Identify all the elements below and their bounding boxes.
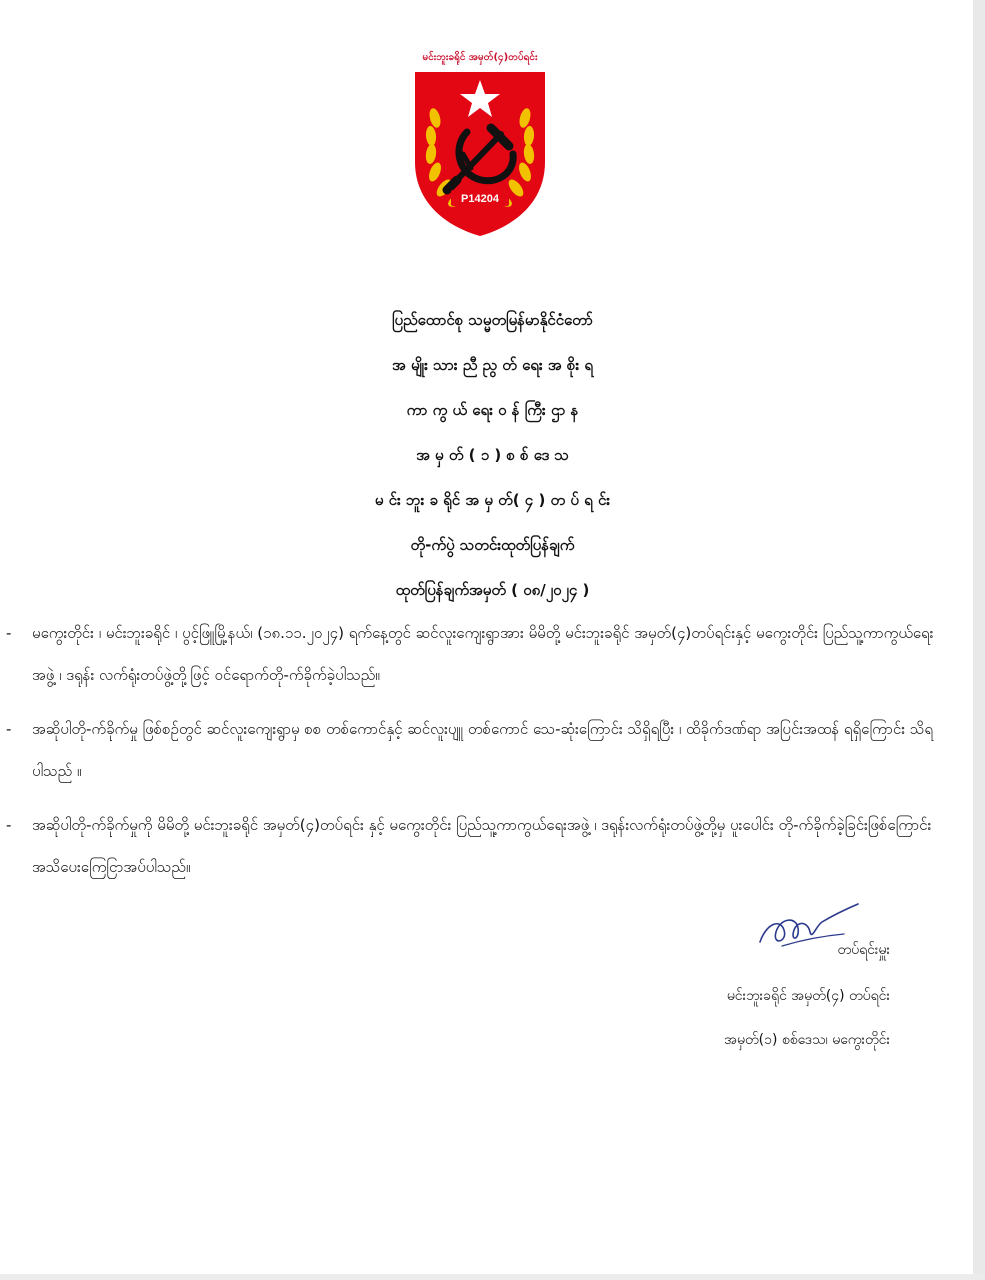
signatory-title: တပ်ရင်းမှူး [837,942,890,958]
paragraph-text: အဆိုပါတို-က်ခိုက်မှုကို မိမိတို့ မင်းဘူးခရိုင် အမှတ်(၄)တပ်ရင်း နှင့် မကွေးတိုင်း ပြည်သူ့ကာကွယ်ရေးအဖွဲ့ ၊ ဒရုန်းလက်ရုံးတပ်ဖွဲ့တို့မှ ပူးပေါင်း တို-က်ခိုက်ခဲ့ခြင်းဖြစ်ကြောင်း အသိပေးကြေငြာအပ်ပါသည်။ [32,816,932,876]
bullet-dash: - [6,816,12,834]
statement-paragraph [0,804,965,888]
header-battalion-line: မ င်း ဘူး ခ ရိုင် အ မှ တ်( ၄ ) တ ပ် ရ င်း [374,491,611,509]
paragraph-text: မကွေးတိုင်း ၊ မင်းဘူးခရိုင် ၊ ပွင့်ဖြူမြို့နယ်၊ (၁၈.၁၁.၂ဝ၂၄) ရက်နေ့တွင် ဆင်လူးကျေးရွာအား မိမိတို့ မင်းဘူးခရိုင် အမှတ်(၄)တပ်ရင်းနှင့် မကွေးတိုင်း ပြည်သူ့ကာကွယ်ရေးအဖွဲ့ ၊ ဒရုန်း လက်ရုံးတပ်ဖွဲ့တို့ဖြင့် ဝင်ရောက်တို-က်ခိုက်ခဲ့ပါသည်။ [32,624,934,684]
statement-body [0,612,965,900]
statement-paragraph [0,708,965,792]
header-ministry-line: ကာ ကွ ယ် ရေး ဝ န် ကြီး ဌာ န [406,401,579,419]
header-command-line: အ မှ တ် ( ၁ ) စ စ် ဒေ သ [416,446,569,464]
header-country-line: ပြည်ထောင်စု သမ္မတမြန်မာနိုင်ငံတော် [392,311,593,329]
document-header [220,298,765,613]
header-statement-number: ထုတ်ပြန်ချက်အမှတ် ( ဝ၈/၂ဝ၂၄ ) [395,581,590,599]
signatory-unit: မင်းဘူးခရိုင် အမှတ်(၄) တပ်ရင်း [726,988,890,1004]
emblem-code: P14204 [461,193,499,205]
header-news-title: တို-က်ပွဲ သတင်းထုတ်ပြန်ချက် [410,536,575,554]
page-bottom-edge [0,1274,985,1280]
signatory-region: အမှတ်(၁) စစ်ဒေသ၊ မကွေးတိုင်း [724,1032,890,1048]
paragraph-text: အဆိုပါတို-က်ခိုက်မှု ဖြစ်စဉ်တွင် ဆင်လူးကျေးရွာမှ စစ တစ်ကောင်နှင့် ဆင်လူးပျူ တစ်ကောင် သေ-ဆုံးကြောင်း သိရှိရပြီး ၊ ထိခိုက်ဒဏ်ရာ အပြင်းအထန် ရရှိကြောင်း သိရပါသည် ။ [32,720,933,780]
bullet-dash: - [6,720,12,738]
header-government-line: အ မျိုး သား ညီ ညွ တ် ရေး အ စိုး ရ [392,356,593,374]
bullet-dash: - [6,624,12,642]
battalion-emblem [405,66,555,238]
statement-paragraph [0,612,965,696]
shield-emblem-icon [405,66,555,238]
emblem-title: မင်းဘူးခရိုင် အမှတ်(၄)တပ်ရင်း [422,52,538,63]
page-edge-shadow [973,0,985,1280]
